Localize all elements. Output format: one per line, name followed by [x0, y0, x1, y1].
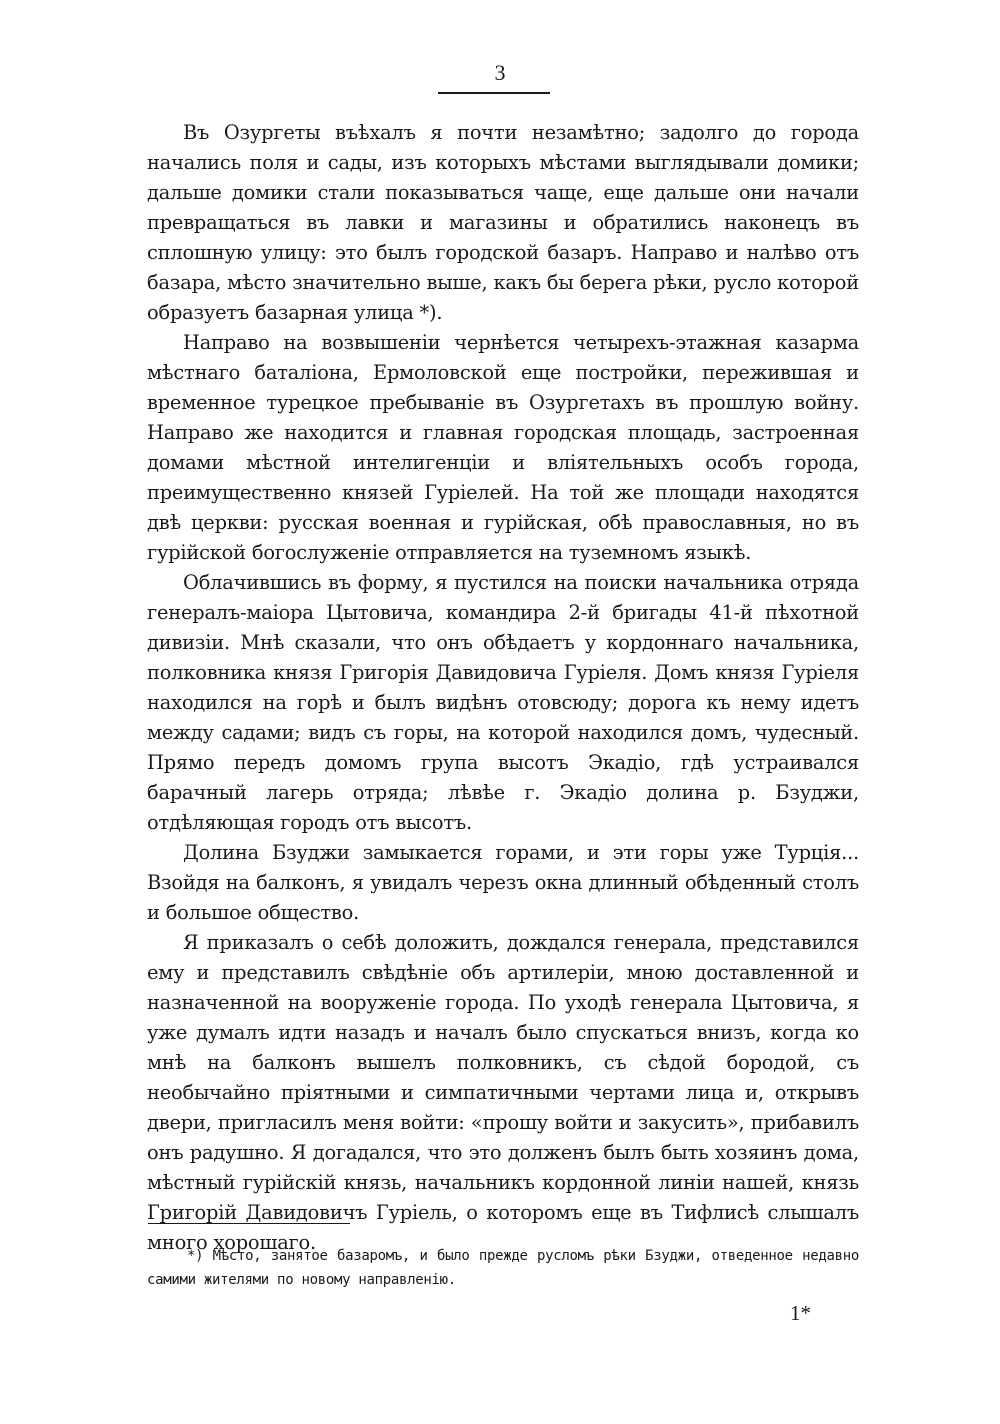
footnote: *) Мѣсто, занятое базаромъ, и было прежде русломъ рѣки Бзуджи, отведенное недавно самими жителями по новому направленію.	[147, 1248, 859, 1288]
paragraph-3: Облачившись въ форму, я пустился на поиски начальника отряда генералъ-маіора Цытовича, командира 2-й бригады 41-й пѣхотной дивизіи. Мнѣ сказали, что онъ обѣдаетъ у кордоннаго начальника, полковника князя Григорія Давидовича Гуріеля. Домъ князя Гуріеля находился на горѣ и былъ видѣнъ отовсюду; дорога къ нему идетъ между садами; видъ съ горы, на которой находился домъ, чудесный. Прямо передъ домомъ група высотъ Экадіо, гдѣ устраивался барачный лагерь отряда; лѣвѣе г. Экадіо долина р. Бзуджи, отдѣляющая городъ отъ высотъ.	[147, 571, 859, 834]
footnote-rule	[148, 1223, 350, 1224]
paragraph-1: Въ Озургеты въѣхалъ я почти незамѣтно; задолго до города начались поля и сады, изъ которыхъ мѣстами выглядывали домики; дальше домики стали показываться чаще, еще дальше они начали превращаться въ лавки и магазины и обратились наконецъ въ сплошную улицу: это былъ городской базаръ. Направо и налѣво отъ базара, мѣсто значительно выше, какъ бы берега рѣки, русло которой образуетъ базарная улица *).	[147, 121, 859, 324]
paragraph-5: Я приказалъ о себѣ доложить, дождался генерала, представился ему и представилъ свѣдѣніе объ артилеріи, мною доставленной и назначенной на вооруженіе города. По уходѣ генерала Цытовича, я уже думалъ идти назадъ и началъ было спускаться внизъ, когда ко мнѣ на балконъ вышелъ полковникъ, съ сѣдой бородой, съ необычайно пріятными и симпатичными чертами лица и, открывъ двери, пригласилъ меня войти: «прошу войти и закусить», прибавилъ онъ радушно. Я догадался, что это долженъ былъ быть хозяинъ дома, мѣстный гурійскій князь, начальникъ кордонной линіи нашей, князь Григорій Давидовичъ Гуріель, о которомъ еще въ Тифлисѣ слышалъ много хорошаго.	[147, 931, 859, 1254]
page-number: 3	[494, 60, 506, 85]
header-rule	[438, 92, 550, 94]
paragraph-4: Долина Бзуджи замыкается горами, и эти горы уже Турція... Взойдя на балконъ, я увидалъ черезъ окна длинный обѣденный столъ и большое общество.	[147, 841, 859, 924]
body-text	[147, 118, 859, 1258]
signature-mark: 1*	[790, 1301, 811, 1325]
paragraph-2: Направо на возвышеніи чернѣется четырехъ-этажная казарма мѣстнаго баталіона, Ермоловской еще постройки, пережившая и временное турецкое пребываніе въ Озургетахъ въ прошлую войну. Направо же находится и главная городская площадь, застроенная домами мѣстной интелигенціи и вліятельныхъ особъ города, преимущественно князей Гуріелей. На той же площади находятся двѣ церкви: русская военная и гурійская, обѣ православныя, но въ гурійской богослуженіе отправляется на туземномъ языкѣ.	[147, 331, 859, 564]
